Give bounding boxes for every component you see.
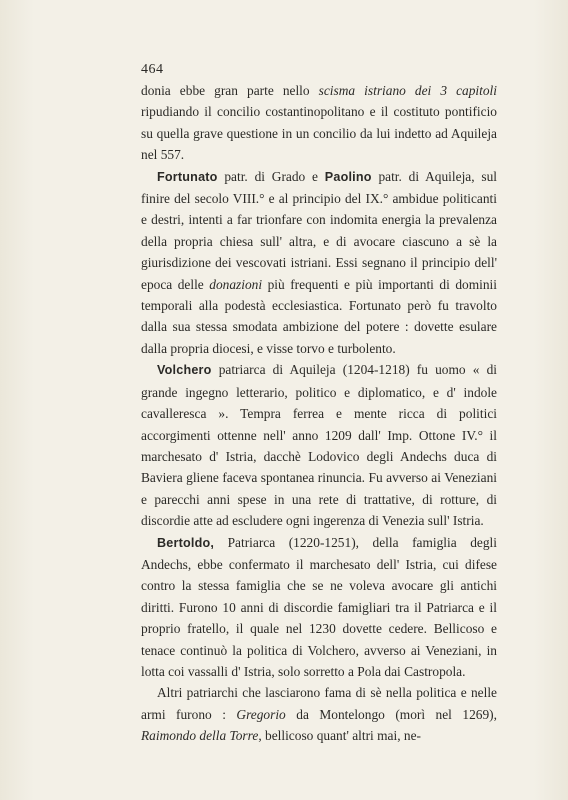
- p2-name-paolino: Paolino: [324, 169, 372, 184]
- p3-text-a: patriarca di Aquileja (1204-1218) fu uomo « di grande ingegno letterario, politico e diplomatico, e d' indole cavalleresca ». Tempra ferrea e mente ricca di politici accorgimenti ottenne nell' anno 1209 dall' Imp. Ottone IV.° il marchesato d' Istria, dacchè Lodovico degli Andechs duca di Baviera gliene faceva spontanea rinuncia. Fu avverso ai Veneziani e parecchi anni spese in una rete di trattative, di rotture, di discordie atte ad escludere ogni ingerenza di Venezia sull' Istria.: [141, 362, 497, 529]
- p4-text-a: Patriarca (1220-1251), della famiglia degli Andechs, ebbe confermato il marchesato dell' Istria, cui difese contro la stessa famiglia che se ne voleva avocare gli antichi diritti. Furono 10 anni di discordie famigliari tra il Patriarca e il proprio fratello, il quale nel 1230 dovette cedere. Bellicoso e tenace continuò la politica di Volchero, avverso ai Veneziani, in lotta coi vassalli d' Istria, solo sorretto a Pola dai Castropola.: [141, 534, 497, 679]
- paragraph-1: [141, 80, 497, 166]
- p3-name-volchero: Volchero: [157, 363, 212, 378]
- paragraph-4: [141, 532, 497, 683]
- body-text: [141, 80, 497, 747]
- p2-text-a: patr. di Grado e: [217, 168, 325, 184]
- p5-text-c: , bellicoso quant' altri mai, ne-: [258, 728, 421, 744]
- p2-text-b: patr. di Aquileja, sul finire del secolo VIII.° e al principio del IX.° ambidue politicanti e destri, intenti a far trionfare con indomita energia la prevalenza della propria chiesa sull' altra, e di avocare ciascuno a sè la giurisdizione dei vescovati istriani. Essi segnano il principio dell' epoca delle: [141, 168, 497, 292]
- paragraph-2: [141, 166, 497, 360]
- paragraph-3: [141, 359, 497, 531]
- p5-italic-gregorio: Gregorio: [236, 706, 286, 722]
- page-number: 464: [141, 62, 164, 77]
- paragraph-5: [141, 682, 497, 746]
- p1-text-a: donia ebbe gran parte nello: [141, 83, 319, 98]
- p4-name-bertoldo: Bertoldo,: [157, 535, 215, 550]
- p5-text-a: Altri patriarchi che lasciarono fama di sè nella politica e nelle armi furono :: [141, 685, 497, 722]
- p1-text-b: ripudiando il concilio costantinopolitano e il costituto pontificio su quella grave questione in un concilio da lui indetto ad Aquileja nel 557.: [141, 104, 497, 163]
- p2-italic-term: donazioni: [209, 276, 263, 292]
- p2-text-c: più frequenti e più importanti di dominii temporali alla podestà ecclesiastica. Fortunato però fu travolto dalla sua stessa smodata ambizione del potere : dovette esulare dalla propria diocesi, e visse torvo e turbolento.: [141, 276, 497, 356]
- p2-name-fortunato: Fortunato: [157, 169, 218, 184]
- p5-italic-raimondo: Raimondo della Torre: [141, 728, 259, 744]
- p1-italic-term: scisma istriano dei 3 capitoli: [318, 83, 497, 98]
- p5-text-b: da Montelongo (morì nel 1269),: [285, 706, 497, 722]
